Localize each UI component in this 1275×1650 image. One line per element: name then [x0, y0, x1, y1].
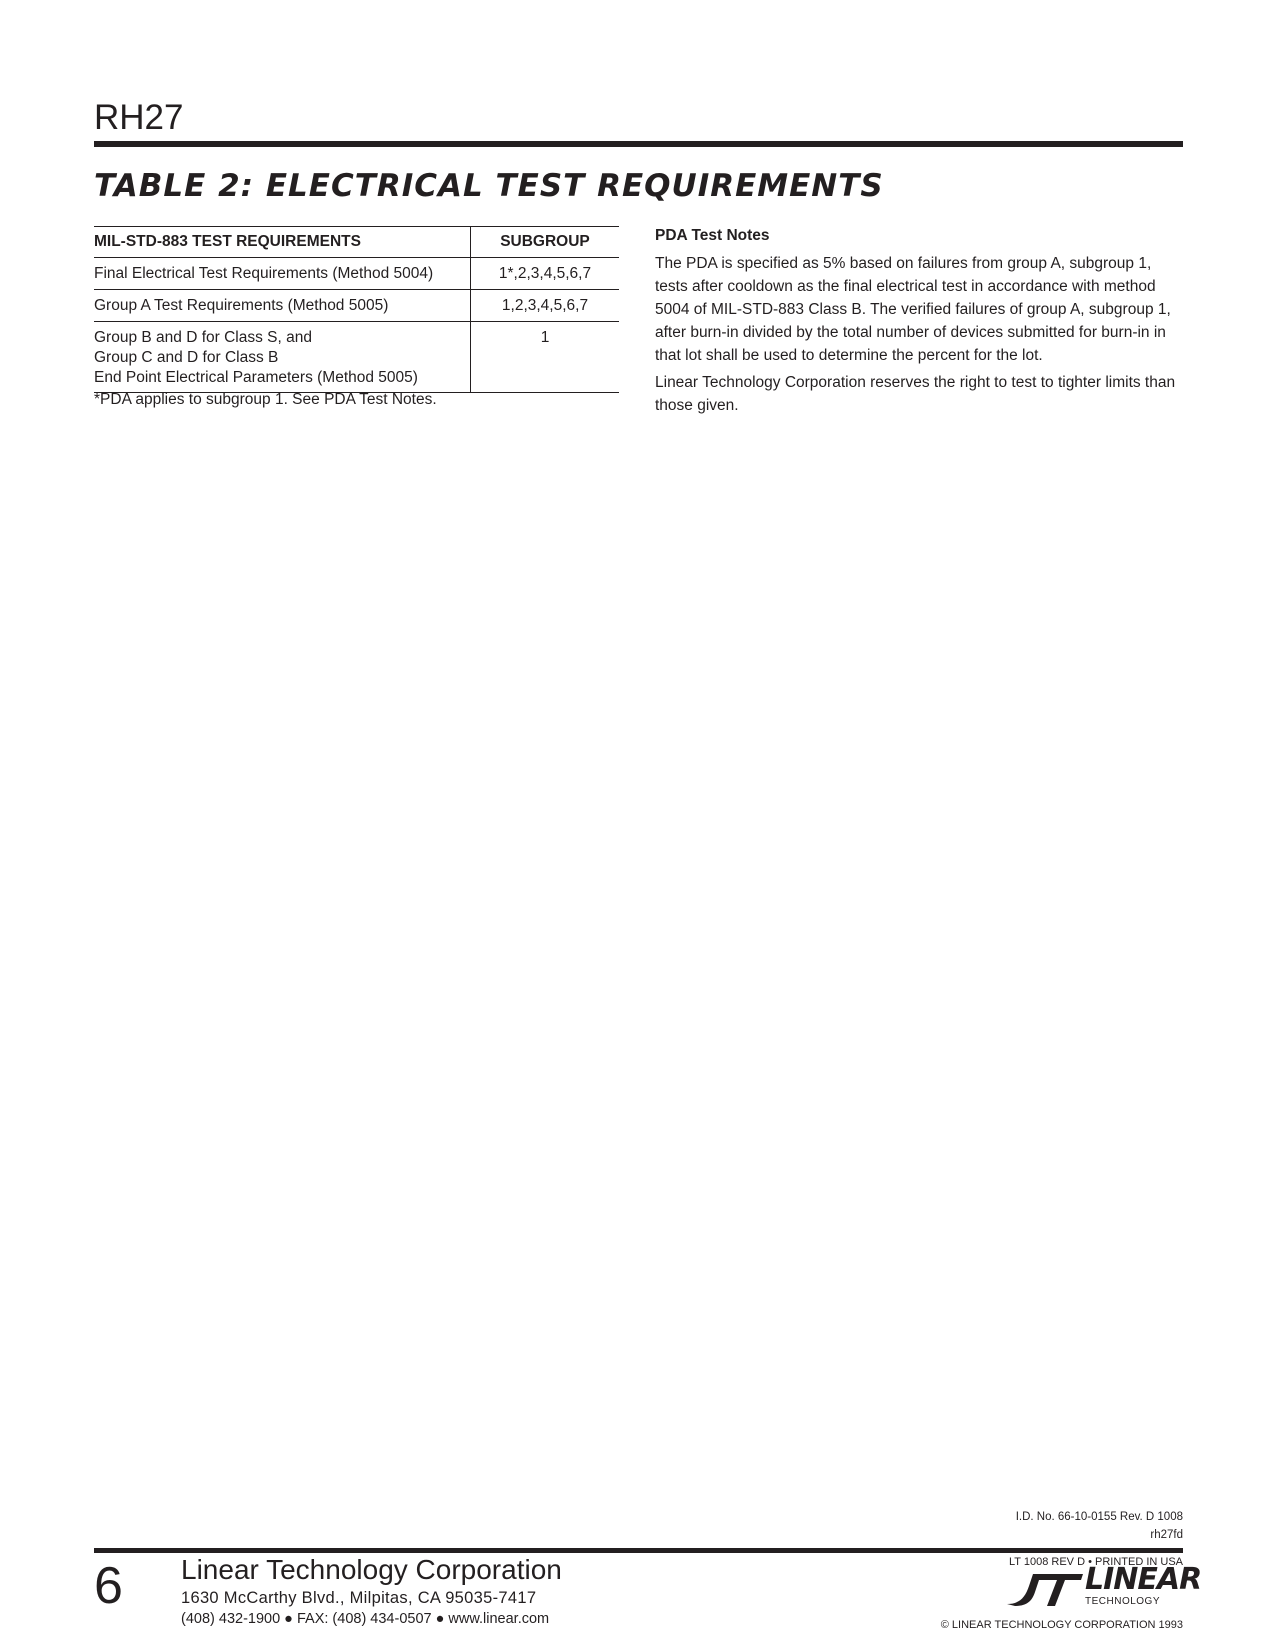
notes-heading: PDA Test Notes	[655, 227, 770, 244]
requirement-line: Group A Test Requirements (Method 5005)	[94, 297, 389, 314]
requirement-cell	[94, 322, 471, 393]
part-number: RH27	[94, 98, 184, 137]
header-rule	[94, 141, 1183, 147]
requirement-line: Group B and D for Class S, and	[94, 329, 312, 346]
copyright: © LINEAR TECHNOLOGY CORPORATION 1993	[940, 1619, 1183, 1631]
company-address: 1630 McCarthy Blvd., Milpitas, CA 95035-7417	[181, 1589, 537, 1607]
company-name: Linear Technology Corporation	[181, 1554, 562, 1585]
footer-rule	[94, 1548, 1183, 1553]
subgroup-cell: 1	[471, 322, 620, 393]
requirement-cell	[94, 290, 471, 322]
column-header-requirement: MIL-STD-883 TEST REQUIREMENTS	[94, 227, 471, 258]
test-requirements-table	[94, 226, 619, 393]
logo-wordmark: LINEAR	[1085, 1562, 1202, 1597]
document-id-number: I.D. No. 66-10-0155 Rev. D 1008	[1015, 1511, 1183, 1523]
requirement-line: Final Electrical Test Requirements (Method 5004)	[94, 265, 434, 282]
table-row	[94, 322, 619, 393]
requirement-line: End Point Electrical Parameters (Method 5005)	[94, 369, 418, 386]
document-code: rh27fd	[1150, 1529, 1183, 1541]
company-contact: (408) 432-1900 ● FAX: (408) 434-0507 ● www.linear.com	[181, 1611, 550, 1627]
requirement-cell	[94, 258, 471, 290]
section-title: TABLE 2: ELECTRICAL TEST REQUIREMENTS	[94, 168, 884, 204]
table-header-row	[94, 227, 619, 258]
logo-subtitle: TECHNOLOGY	[1085, 1596, 1161, 1607]
subgroup-cell: 1,2,3,4,5,6,7	[471, 290, 620, 322]
lt-logo-icon	[1005, 1568, 1085, 1608]
notes-paragraph: Linear Technology Corporation reserves the right to test to tighter limits than those given.	[655, 374, 1176, 414]
page-number: 6	[94, 1557, 123, 1615]
table-row	[94, 258, 619, 290]
subgroup-cell: 1*,2,3,4,5,6,7	[471, 258, 620, 290]
requirement-line: Group C and D for Class B	[94, 349, 279, 366]
table-footnote: *PDA applies to subgroup 1. See PDA Test Notes.	[94, 391, 437, 408]
column-header-subgroup: SUBGROUP	[471, 227, 620, 258]
pda-test-notes	[655, 224, 1183, 421]
document-id	[1016, 1508, 1183, 1544]
revision-note: LT 1008 REV D • PRINTED IN USA	[1009, 1556, 1183, 1568]
notes-paragraph: The PDA is specified as 5% based on failures from group A, subgroup 1, tests after cooldown as the final electrical test in accordance with method 5004 of MIL-STD-883 Class B. The verified failures of group A, subgroup 1, after burn-in divided by the total number of devices submitted for burn-in in that lot shall be used to determine the percent for the lot.	[655, 255, 1171, 364]
table-row	[94, 290, 619, 322]
